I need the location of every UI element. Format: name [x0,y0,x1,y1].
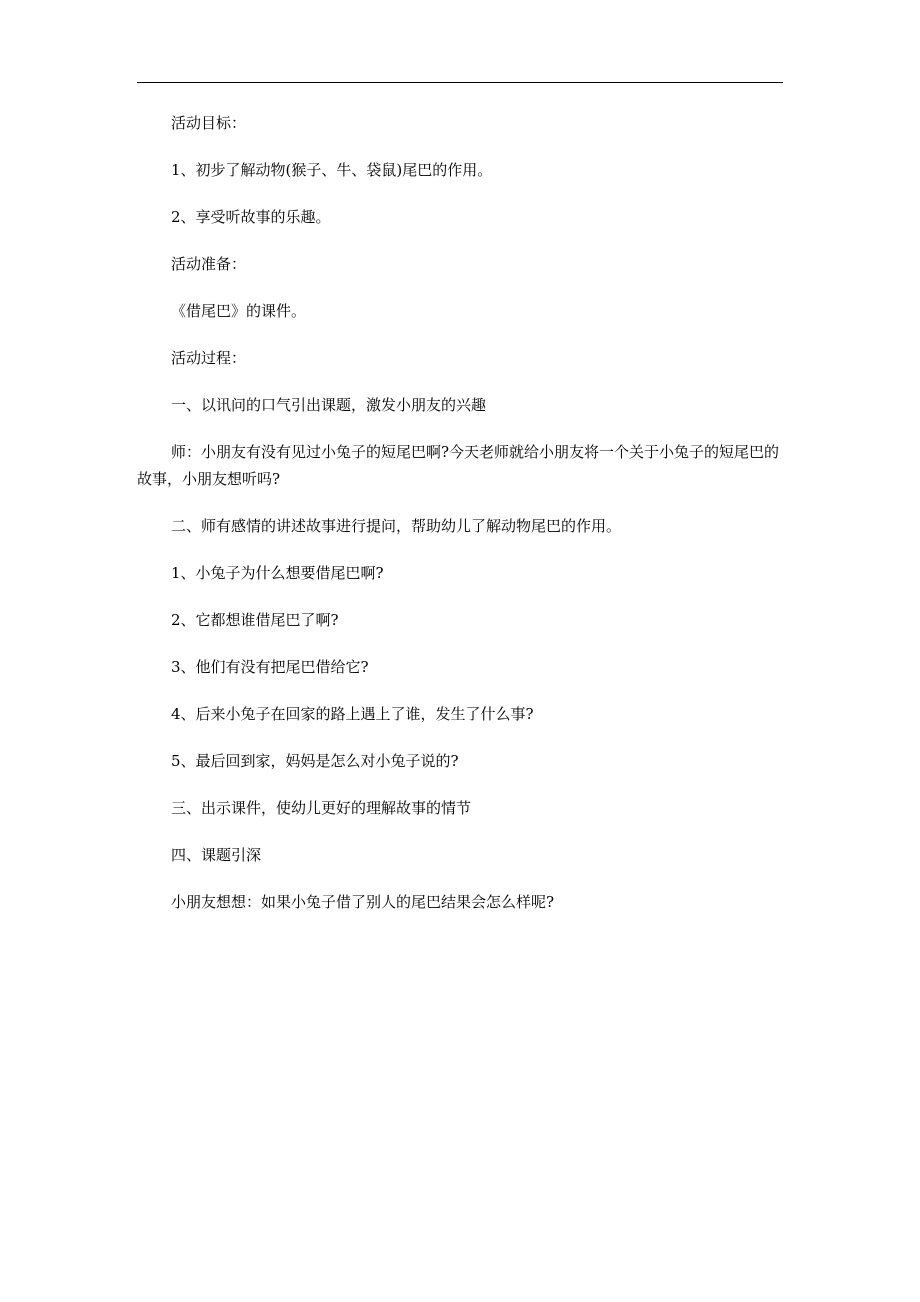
paragraph-activity-preparation-heading: 活动准备： [171,255,247,273]
paragraph-question-5: 5、最后回到家，妈妈是怎么对小兔子说的? [171,752,459,770]
document-body [137,110,783,916]
paragraph-goal-2: 2、享受听故事的乐趣。 [171,208,331,226]
paragraph-gap [137,231,783,251]
paragraph-question-1: 1、小兔子为什么想要借尾巴啊? [171,564,384,582]
paragraph-gap [137,775,783,795]
paragraph-goal-1: 1、初步了解动物(猴子、牛、袋鼠)尾巴的作用。 [171,161,493,179]
paragraph-preparation-item: 《借尾巴》的课件。 [171,302,307,320]
paragraph-question-3: 3、他们有没有把尾巴借给它? [171,658,369,676]
paragraph-gap [137,869,783,889]
paragraph-gap [137,587,783,607]
paragraph-gap [137,493,783,513]
paragraph-gap [137,137,783,157]
paragraph-step-4: 四、课题引深 [171,846,262,864]
paragraph-gap [137,325,783,345]
paragraph-gap [137,419,783,439]
paragraph-question-2: 2、它都想谁借尾巴了啊? [171,611,339,629]
paragraph-gap [137,634,783,654]
paragraph-gap [137,822,783,842]
paragraph-step-2: 二、师有感情的讲述故事进行提问，帮助幼儿了解动物尾巴的作用。 [171,517,622,535]
paragraph-gap [137,681,783,701]
paragraph-gap [137,728,783,748]
header-rule [137,82,783,83]
paragraph-closing-question: 小朋友想想：如果小兔子借了别人的尾巴结果会怎么样呢? [171,893,555,911]
paragraph-teacher-intro: 师：小朋友有没有见过小兔子的短尾巴啊?今天老师就给小朋友将一个关于小兔子的短尾巴的故事，小朋友想听吗? [137,443,780,488]
paragraph-gap [137,372,783,392]
paragraph-gap [137,184,783,204]
paragraph-gap [137,278,783,298]
paragraph-step-3: 三、出示课件，使幼儿更好的理解故事的情节 [171,799,472,817]
paragraph-activity-process-heading: 活动过程： [171,349,247,367]
paragraph-question-4: 4、后来小兔子在回家的路上遇上了谁，发生了什么事? [171,705,534,723]
paragraph-step-1: 一、以讯问的口气引出课题，激发小朋友的兴趣 [171,396,487,414]
paragraph-activity-goals-heading: 活动目标： [171,114,247,132]
paragraph-gap [137,540,783,560]
